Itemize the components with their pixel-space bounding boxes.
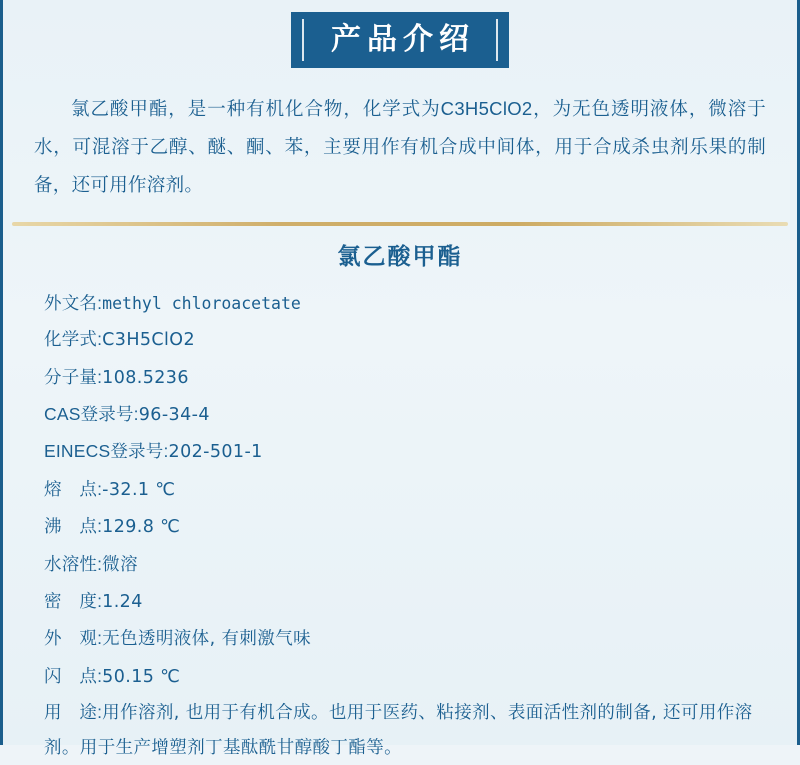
- spec-value: 96-34-4: [138, 404, 210, 425]
- spec-value: methyl chloroacetate: [102, 293, 301, 313]
- intro-paragraph: 氯乙酸甲酯，是一种有机化合物，化学式为C3H5ClO2，为无色透明液体，微溶于水，可混溶于乙醇、醚、酮、苯，主要用作有机合成中间体，用于合成杀虫剂乐果的制备，还可用作溶剂。: [34, 98, 766, 195]
- page-title: 产品介绍: [291, 12, 509, 68]
- spec-label: 化学式:: [44, 329, 103, 350]
- spec-value: -32.1 ℃: [102, 479, 176, 500]
- spec-row: [44, 433, 756, 470]
- spec-label: 外 观:: [44, 628, 103, 649]
- spec-row: [44, 471, 756, 508]
- spec-value: 微溶: [102, 554, 138, 575]
- spec-value: C3H5ClO2: [102, 330, 196, 351]
- spec-row: [44, 583, 756, 620]
- spec-list: [44, 285, 756, 765]
- spec-label: 水溶性:: [44, 553, 103, 574]
- banner-container: [0, 0, 800, 68]
- gold-divider: [12, 222, 788, 226]
- spec-label: 闪 点:: [44, 665, 103, 686]
- spec-label: 密 度:: [44, 590, 103, 611]
- spec-value: 108.5236: [102, 367, 189, 388]
- spec-row: [44, 620, 756, 657]
- spec-value: 无色透明液体, 有刺激气味: [102, 629, 311, 650]
- spec-value: 202-501-1: [168, 442, 263, 463]
- spec-row: [44, 396, 756, 433]
- left-edge-rule: [0, 0, 3, 745]
- spec-value: 用作溶剂, 也用于有机合成。也用于医药、粘接剂、表面活性剂的制备, 还可用作溶剂。用于生产增塑剂丁基酞酰甘醇酸丁酯等。: [44, 703, 753, 759]
- spec-label: 外文名:: [44, 292, 103, 313]
- spec-row: [44, 695, 756, 765]
- spec-label: 沸 点:: [44, 516, 103, 537]
- spec-label: EINECS登录号:: [44, 441, 169, 462]
- spec-row: [44, 285, 756, 321]
- spec-row: [44, 546, 756, 583]
- spec-row: [44, 359, 756, 396]
- product-name-heading: 氯乙酸甲酯: [337, 242, 463, 269]
- spec-label: 分子量:: [44, 366, 103, 387]
- spec-row: [44, 658, 756, 695]
- spec-value: 129.8 ℃: [102, 517, 181, 538]
- spec-label: 熔 点:: [44, 478, 103, 499]
- spec-value: 1.24: [102, 591, 143, 612]
- spec-label: CAS登录号:: [44, 403, 139, 424]
- spec-row: [44, 321, 756, 358]
- spec-value: 50.15 ℃: [102, 666, 181, 687]
- spec-row: [44, 508, 756, 545]
- spec-label: 用 途:: [44, 702, 103, 723]
